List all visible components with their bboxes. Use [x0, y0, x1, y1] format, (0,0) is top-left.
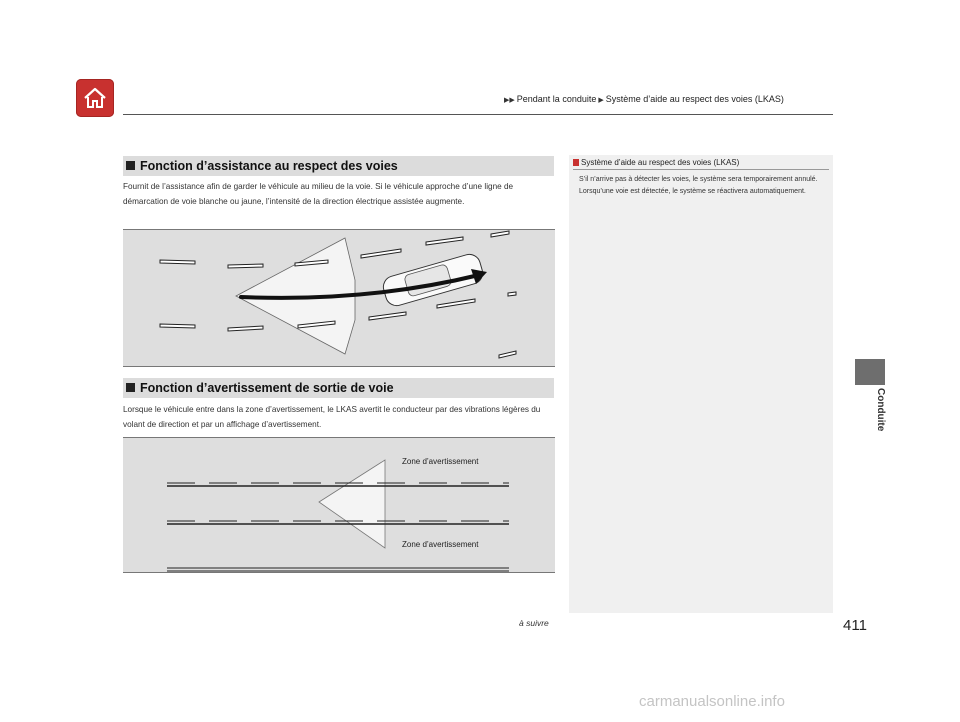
note-title — [573, 158, 739, 167]
note-body: S’il n’arrive pas à détecter les voies, le système sera temporairement annulé. Lorsqu’une voie est détectée, le système se réactivera automatiquement. — [579, 176, 818, 195]
watermark: carmanualsonline.info — [639, 693, 785, 710]
note-marker-icon — [573, 159, 579, 166]
section-heading — [123, 378, 554, 398]
chapter-tab[interactable] — [855, 359, 885, 385]
page-number: 411 — [843, 617, 867, 634]
notes-column — [569, 155, 833, 613]
breadcrumb-item[interactable]: Système d’aide au respect des voies (LKAS) — [605, 94, 784, 104]
lane-assist-diagram — [123, 230, 555, 366]
breadcrumb-item[interactable]: Pendant la conduite — [516, 94, 597, 104]
breadcrumb-arrow-icon: ▶ — [598, 97, 604, 104]
lane-departure-diagram — [123, 438, 555, 572]
note-title-text: Système d’aide au respect des voies (LKAS) — [581, 158, 740, 167]
continued-label: à suivre — [519, 618, 549, 628]
section-title: Fonction d’avertissement de sortie de voie — [140, 381, 394, 395]
home-icon — [82, 85, 108, 111]
section-bullet-icon — [126, 161, 135, 170]
section-body: Fournit de l’assistance afin de garder le véhicule au milieu de la voie. Si le véhicule approche d’une ligne de démarcation de voie blanche ou jaune, l’intensité de la direction électrique assistée augmente. — [123, 182, 514, 206]
warning-zone-label: Zone d’avertissement — [402, 540, 479, 549]
home-button[interactable] — [76, 79, 114, 117]
section-title: Fonction d’assistance au respect des voies — [140, 159, 398, 173]
lane-assist-illustration — [123, 229, 555, 367]
lane-departure-illustration — [123, 437, 555, 573]
breadcrumb-arrow-icon: ▶▶ — [504, 97, 515, 104]
warning-zone-label: Zone d’avertissement — [402, 457, 479, 466]
section-heading — [123, 156, 554, 176]
note-divider — [573, 169, 829, 170]
section-bullet-icon — [126, 383, 135, 392]
warning-zone-cone — [319, 460, 385, 548]
chapter-label: Conduite — [875, 388, 886, 432]
section-body: Lorsque le véhicule entre dans la zone d’avertissement, le LKAS avertit le conducteur par des vibrations légères du volant de direction et par un affichage d’avertissement. — [123, 405, 541, 429]
breadcrumb — [502, 94, 784, 104]
header-divider — [123, 114, 833, 115]
